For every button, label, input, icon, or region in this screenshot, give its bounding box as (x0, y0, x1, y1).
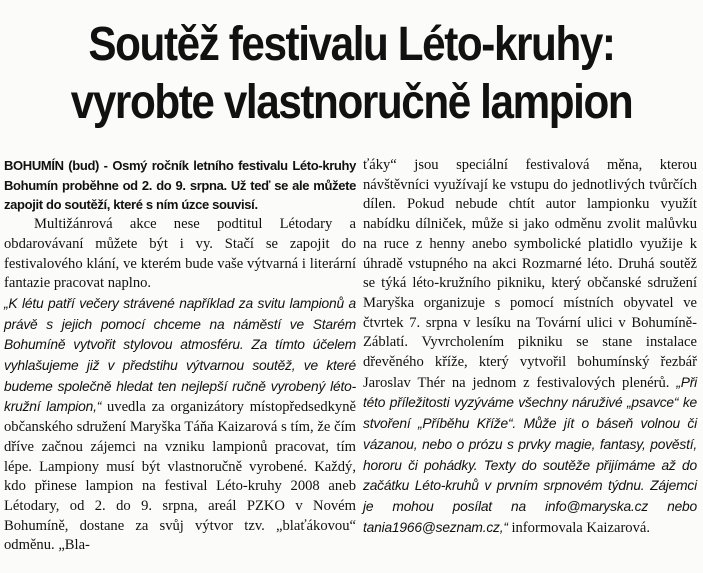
body-text-organizers: uvedla za organizátory místopředsedkyně občanského sdružení Maryška Táňa Kaizarová s tím, že čím dříve začnou zájemci na vzniku lampionů pracovat, tím lépe. Lampiony musí být vlastnoručně vyrobené. Každý, kdo přinese lampion na festival Léto-kruhy 2008 aneb Létodary, od 2. do 9. srpna, areál PZKO v Novém Bohumíně, dostane za svůj výtvor tzv. „blaťákovou“ odměnu. „Bla- (4, 399, 356, 554)
dateline: BOHUMÍN (bud) - (4, 158, 113, 173)
body-text-blataky: ťáky“ jsou speciální festivalová měna, kterou návštěvníci využívají ke vstupu do jednotlivých tvůrčích dílen. Pokud nebude chtít autor lampionku využít nabídku dílniček, může si jako odměnu zvolit malůvku na ruce z henny anebo symbolické platidlo využije k úhradě vstupného na akci Rozmarné léto. Druhá soutěž se týká léto-kružního pikniku, který občanské sdružení Maryška organizuje s pomocí místních obyvatel ve čtvrtek 7. srpna v lesíku na Tovární ulici v Bohumíně-Záblatí. Vyvrcholením pikniku se stane instalace dřevěného kříže, který vytvořil bohumínský řezbář Jaroslav Thér na jednom z festivalových plenérů. (363, 157, 697, 391)
column-right (363, 156, 697, 538)
column-left (4, 156, 356, 556)
headline-line-2: vyrobte vlastnoručně lampion (70, 76, 633, 129)
headline-line-1: Soutěž festivalu Léto-kruhy: (88, 18, 615, 71)
quote-lanterns: „K létu patří večery strávené například za svitu lampionů a právě s jejich pomocí chceme na náměstí ve Starém Bohumíně vytvořit stylovou atmosféru. Za tímto účelem vyhlašujeme již v předstihu výtvarnou soutěž, ve které budeme společně hledat ten nejlepší ručně vyrobený léto-kružní lampion,“ (4, 295, 356, 415)
body-paragraph-1: Multižánrová akce nese podtitul Létodary a obdarovávaní můžete být i vy. Stačí se zapojit do festivalového klání, ve kterém bude vaše výtvarná i literární fantazie pracovat naplno. (4, 216, 356, 292)
lead-paragraph (4, 156, 356, 215)
body-paragraph-3 (363, 156, 697, 538)
quote-story-competition: „Při této příležitosti vyzýváme všechny náruživé „psavce“ ke stvoření „Příběhu Kříže“. Může jít o báseň volnou či vázanou, nebo o prózu s prvky magie, fantasy, pověstí, hororu či pohádky. Texty do soutěže přijímáme až do začátku Léto-kruhů v prvním srpnovém týdnu. Zájemci je mohou posílat na info@maryska.cz nebo tania1966@seznam.cz,“ (363, 374, 697, 535)
body-text-closing: informovala Kaizarová. (507, 519, 651, 536)
lead-text: Osmý ročník letního festivalu Léto-kruhy Bohumín proběhne od 2. do 9. srpna. Už teď se ale můžete zapojit do soutěží, které s ním úzce souvisí. (4, 158, 356, 213)
headline (42, 16, 661, 132)
body-paragraph-2 (4, 294, 356, 556)
